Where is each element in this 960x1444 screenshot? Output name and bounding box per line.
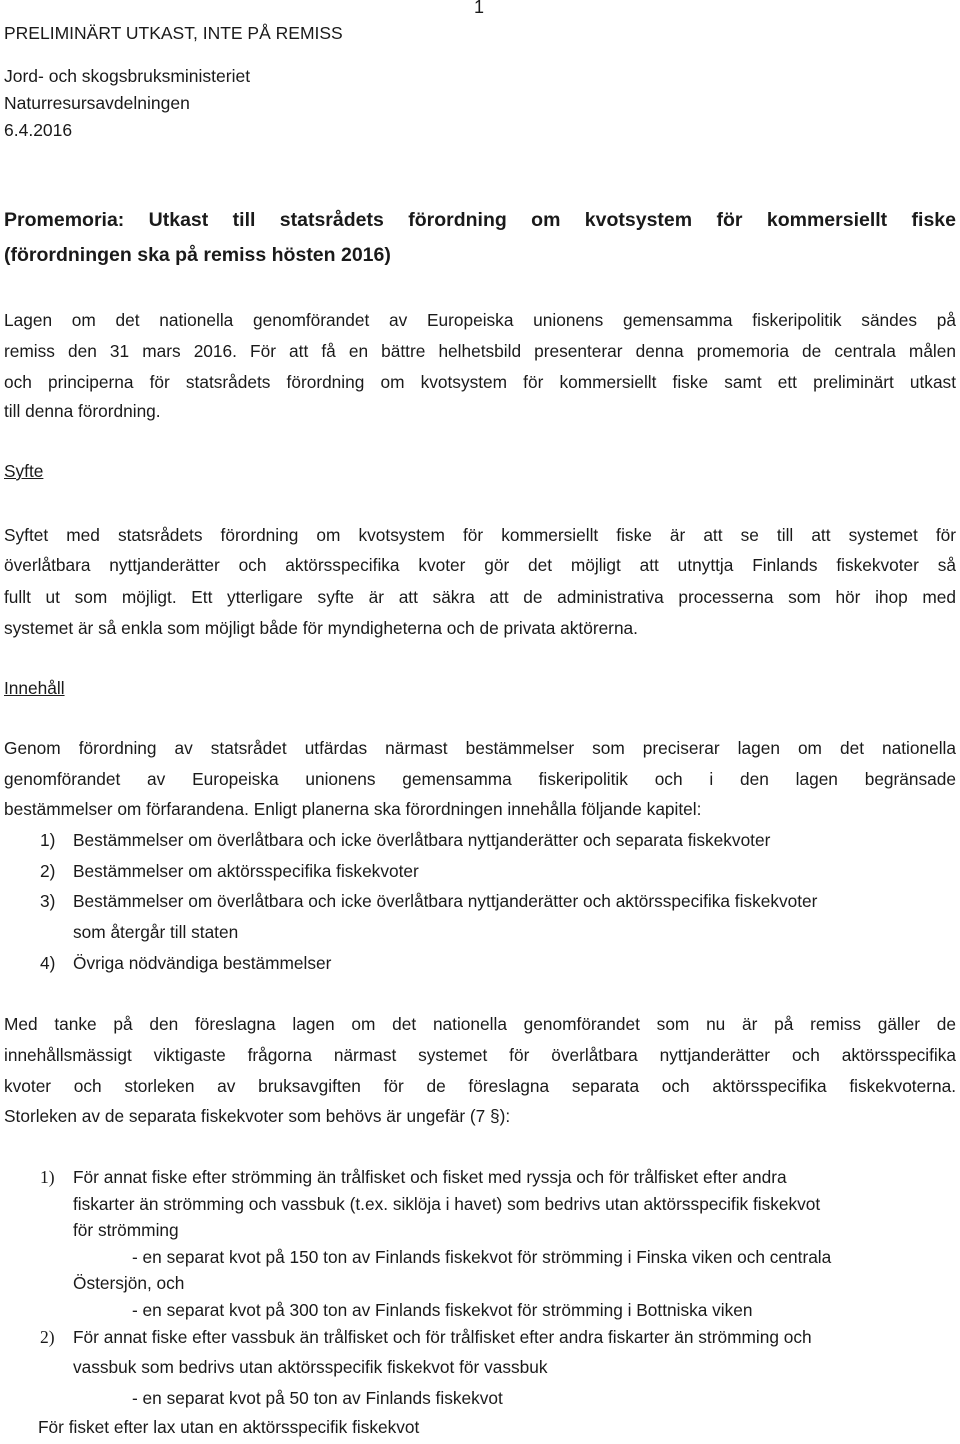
paragraph-line: Genom förordning av statsrådet utfärdas närmast bestämmelser som preciserar lagen om det nationella <box>4 738 956 758</box>
list-item: Övriga nödvändiga bestämmelser <box>73 953 332 973</box>
list-item-number: 2) <box>40 1327 55 1347</box>
list-item-number: 1) <box>40 830 56 850</box>
sub-item-continuation: Östersjön, och <box>73 1273 185 1293</box>
memo-title-line-1: Promemoria: Utkast till statsrådets förordning om kvotsystem för kommersiellt fiske <box>4 209 956 231</box>
sub-item: - en separat kvot på 300 ton av Finlands fiskekvot för strömming i Bottniska viken <box>132 1300 753 1320</box>
list-item: Bestämmelser om överlåtbara och icke överlåtbara nyttjanderätter och aktörsspecifika fiskekvoter <box>73 891 818 911</box>
list-item-continuation: vassbuk som bedrivs utan aktörsspecifik fiskekvot för vassbuk <box>73 1357 548 1377</box>
list-item-number: 4) <box>40 953 56 973</box>
list-item-number: 3) <box>40 891 56 911</box>
section-heading-innehall: Innehåll <box>4 678 65 698</box>
paragraph-line: Storleken av de separata fiskekvoter som behövs är ungefär (7 §): <box>4 1106 511 1126</box>
paragraph-line: till denna förordning. <box>4 401 161 421</box>
paragraph-line: innehållsmässigt viktigaste frågorna närmast systemet för överlåtbara nyttjanderätter och aktörsspecifika <box>4 1045 956 1065</box>
list-item-continuation: som återgår till staten <box>73 922 239 942</box>
draft-notice: PRELIMINÄRT UTKAST, INTE PÅ REMISS <box>4 23 343 43</box>
list-item-continuation: fiskarter än strömming och vassbuk (t.ex. siklöja i havet) som bedrivs utan aktörsspecifik fiskekvot <box>73 1194 821 1214</box>
paragraph-line: fullt ut som möjligt. Ett ytterligare syfte är att säkra att de administrativa processerna som hör ihop med <box>4 587 956 607</box>
paragraph-line: Syftet med statsrådets förordning om kvotsystem för kommersiellt fiske är att se till att systemet för <box>4 525 956 545</box>
paragraph-line: systemet är så enkla som möjligt både för myndigheterna och de privata aktörerna. <box>4 618 638 638</box>
list-item: Bestämmelser om aktörsspecifika fiskekvoter <box>73 861 419 881</box>
sub-item: - en separat kvot på 50 ton av Finlands fiskekvot <box>132 1388 503 1408</box>
department-name: Naturresursavdelningen <box>4 93 190 113</box>
list-item: Bestämmelser om överlåtbara och icke överlåtbara nyttjanderätter och separata fiskekvoter <box>73 830 771 850</box>
list-item-number: 1) <box>40 1167 55 1187</box>
paragraph-line: och principerna för statsrådets förordning om kvotsystem för kommersiellt fiske samt ett preliminärt utkast <box>4 372 956 392</box>
paragraph-line: Lagen om det nationella genomförandet av Europeiska unionens gemensamma fiskeripolitik sändes på <box>4 310 956 330</box>
paragraph-line: bestämmelser om förfarandena. Enligt planerna ska förordningen innehålla följande kapitel: <box>4 799 702 819</box>
list-item: För annat fiske efter vassbuk än trålfisket och för trålfisket efter andra fiskarter än strömming och <box>73 1327 812 1347</box>
list-item: För annat fiske efter strömming än trålfisket och fisket med ryssja och för trålfisket efter andra <box>73 1167 787 1187</box>
memo-title-line-2: (förordningen ska på remiss hösten 2016) <box>4 244 391 266</box>
paragraph-line: överlåtbara nyttjanderätter och aktörsspecifika kvoter gör det möjligt att utnyttja Finlands fiskekvoter så <box>4 555 956 575</box>
paragraph-line: remiss den 31 mars 2016. För att få en bättre helhetsbild presenterar denna promemoria de centrala målen <box>4 341 956 361</box>
list-item-number: 2) <box>40 861 56 881</box>
document-date: 6.4.2016 <box>4 120 73 140</box>
ministry-name: Jord- och skogsbruksministeriet <box>4 66 251 86</box>
section-heading-syfte: Syfte <box>4 461 44 481</box>
paragraph-line: kvoter och storleken av bruksavgiften för de föreslagna separata och aktörsspecifika fiskekvoterna. <box>4 1076 956 1096</box>
list-item-continuation: för strömming <box>73 1220 179 1240</box>
sub-item: - en separat kvot på 150 ton av Finlands fiskekvot för strömming i Finska viken och centrala <box>132 1247 832 1267</box>
paragraph-line: För fisket efter lax utan en aktörsspecifik fiskekvot <box>38 1417 420 1437</box>
page-number: 1 <box>474 0 485 17</box>
paragraph-line: genomförandet av Europeiska unionens gemensamma fiskeripolitik och i den lagen begränsade <box>4 769 956 789</box>
paragraph-line: Med tanke på den föreslagna lagen om det nationella genomförandet som nu är på remiss gäller de <box>4 1014 956 1034</box>
